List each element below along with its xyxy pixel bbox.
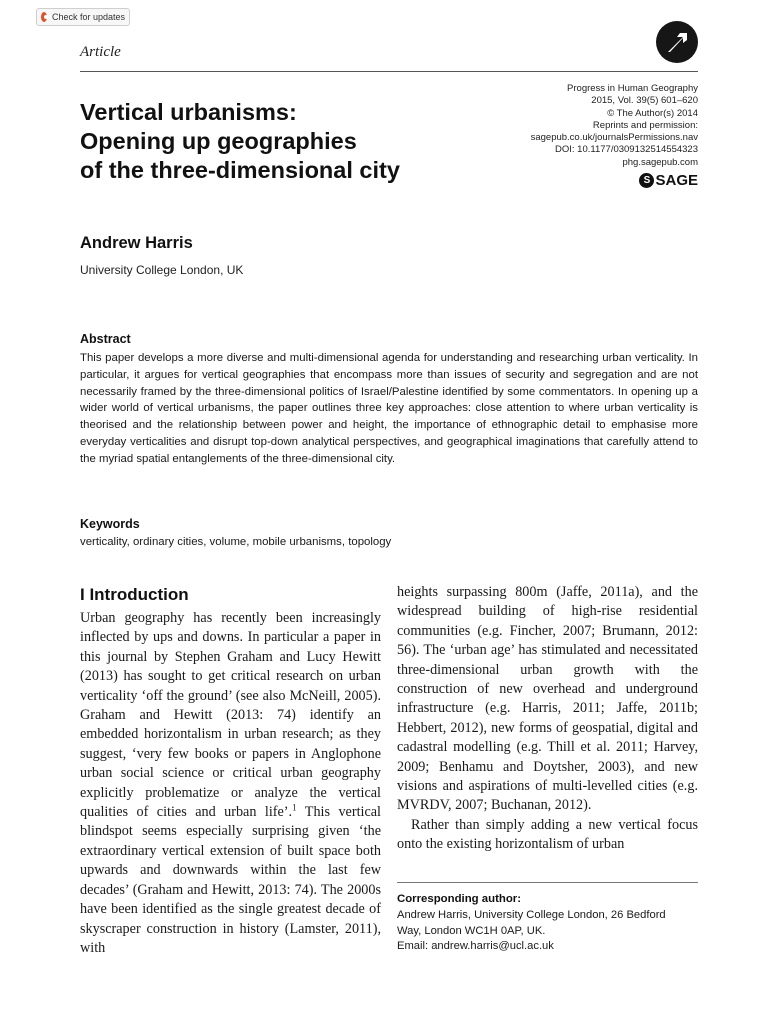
journal-info <box>531 83 698 169</box>
email-label: Email: <box>397 940 432 953</box>
check-for-updates-label: Check for updates <box>51 12 125 22</box>
journal-copyright: © The Author(s) 2014 <box>607 107 698 119</box>
sage-logo-icon: S <box>639 173 654 188</box>
journal-url[interactable]: phg.sagepub.com <box>622 156 698 168</box>
body-column-left <box>80 609 381 958</box>
paper-title <box>80 98 500 185</box>
footnote-marker[interactable]: 1 <box>292 802 297 813</box>
body-column-right <box>397 583 698 855</box>
body-paragraph <box>80 609 381 958</box>
correspondence-email-line <box>397 939 702 955</box>
journal-logo-icon <box>656 21 698 63</box>
correspondence-line: Andrew Harris, University College London, 26 Bedford <box>397 909 666 921</box>
publisher-name: SAGE <box>655 172 698 189</box>
correspondence-details <box>397 908 702 955</box>
author-name: Andrew Harris <box>80 234 193 252</box>
journal-volume: 2015, Vol. 39(5) 601–620 <box>591 95 698 107</box>
header-rule <box>80 71 698 72</box>
body-paragraph: heights surpassing 800m (Jaffe, 2011a), and the widespread building of high-rise residential communities (e.g. Fincher, 2007; Brumann, 2012: 56). The ‘urban age’ has stimulated and necessitated three-dimensional urban growth with the construction of new overhead and underground infrastructure (e.g. Harris, 2011; Jaffe, 2011b; Hebbert, 2012), new forms of geospatial, digital and cadastral modelling (e.g. Thill et al. 2011; Harvey, 2009; Benhamu and Doytsher, 2003), and new visions and aspirations of multi-levelled cities (e.g. MVRDV, 2007; Buchanan, 2012). <box>397 584 698 814</box>
journal-reprints: Reprints and permission: <box>592 119 698 131</box>
correspondence-rule <box>397 882 698 883</box>
correspondence-line: Way, London WC1H 0AP, UK. <box>397 924 546 937</box>
keywords-heading: Keywords <box>80 517 140 531</box>
abstract-text: This paper develops a more diverse and multi-dimensional agenda for understanding and researching urban verticality. In particular, it argues for vertical geographies that encompass more than issues of security and segregation and are not necessarily framed by the three-dimensional politics of Israel/Palestine identified by some commentators. In opening up a wider world of vertical urbanisms, the paper outlines three key approaches: close attention to where urban verticality is theorised and the relationship between power and height, the importance of ethnographic detail to emphasise more everyday verticalities and disrupt top-down analytical perspectives, and geographical imaginations that carefully attend to the myriad spatial entanglements of the three-dimensional city. <box>80 352 698 465</box>
body-text: Urban geography has recently been increasingly inflected by ups and downs. In particular a paper in this journal by Stephen Graham and Lucy Hewitt (2013) has sought to get critical research on urban verticality ‘off the ground’ (see also McNeill, 2005). Graham and Hewitt (2013: 74) identify an embedded horizontalism in urban research; as they suggest, ‘very few books or papers in Anglophone urban social science or critical urban geography explicitly problematize or analyze the vertical qualities of cities and urban life’. <box>80 610 381 821</box>
abstract-heading: Abstract <box>80 332 131 346</box>
journal-name: Progress in Human Geography <box>567 83 698 94</box>
section-heading: I Introduction <box>80 585 189 604</box>
crossmark-icon <box>41 12 47 22</box>
keywords-text: verticality, ordinary cities, volume, mobile urbanisms, topology <box>80 536 392 548</box>
author-affiliation: University College London, UK <box>80 263 244 277</box>
body-paragraph: Rather than simply adding a new vertical focus onto the existing horizontalism of urban <box>397 816 698 853</box>
check-for-updates-button[interactable] <box>36 8 130 26</box>
journal-doi[interactable]: DOI: 10.1177/0309132514554323 <box>555 144 698 156</box>
title-line: Opening up geographies <box>80 128 357 154</box>
title-line: of the three-dimensional city <box>80 157 400 183</box>
title-line: Vertical urbanisms: <box>80 99 297 125</box>
email-link[interactable]: andrew.harris@ucl.ac.uk <box>431 940 554 953</box>
journal-permissions-link[interactable]: sagepub.co.uk/journalsPermissions.nav <box>530 132 698 144</box>
body-text: This vertical blindspot seems especially surprising given ‘the extraordinary vertical extension of built space both upwards and downwards within the last few decades’ (Graham and Hewitt, 2013: 74). The 2000s have been identified as the single greatest decade of skyscraper construction in history (Lamster, 2011), with <box>80 804 381 956</box>
publisher-logo <box>639 172 698 189</box>
article-type-label: Article <box>80 44 121 60</box>
correspondence-heading: Corresponding author: <box>397 893 522 905</box>
